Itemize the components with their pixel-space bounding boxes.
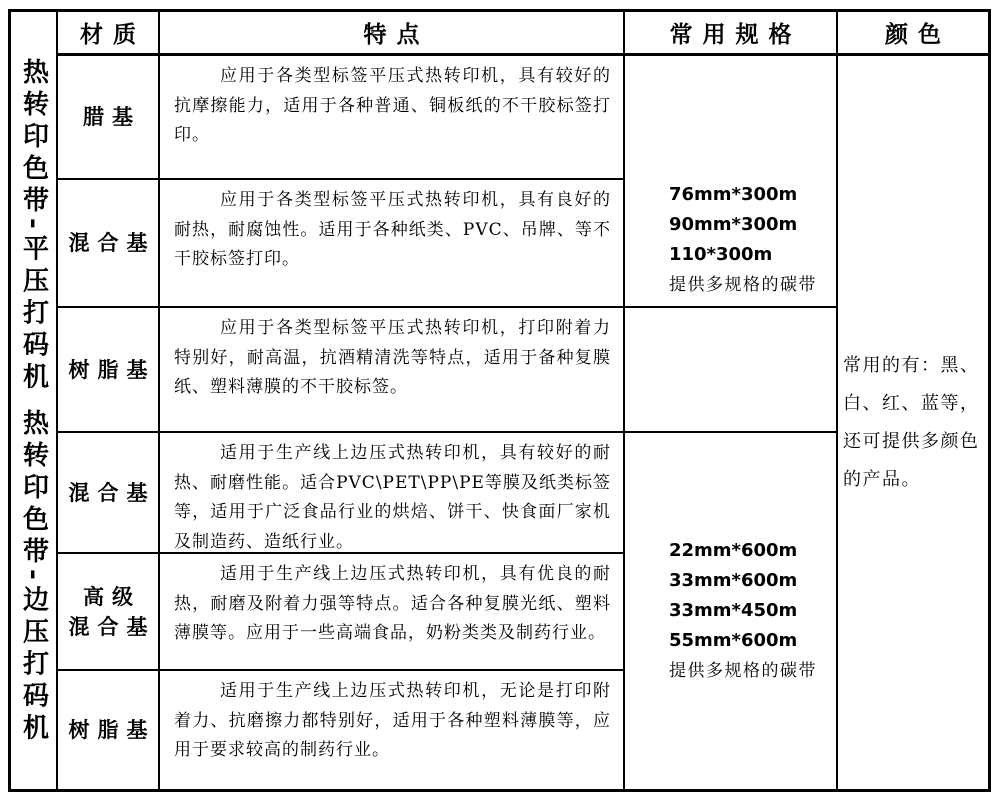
feature-cell-1 [160, 56, 625, 180]
header-spec: 常用规格 [625, 12, 838, 56]
feature-cell-5 [160, 554, 625, 671]
spec-group-1-cell [625, 56, 838, 308]
spec-line: 55mm*600m [669, 630, 798, 651]
header-feature: 特点 [160, 12, 625, 56]
feature-text-5: 适用于生产线上边压式热转印机，具有优良的耐热，耐磨及附着力强等特点。适合各种复膜光纸、塑料薄膜等。应用于一些高端食品，奶粉类类及制药行业。 [174, 564, 611, 643]
feature-cell-3 [160, 308, 625, 433]
color-text: 常用的有：黑、白、红、蓝等，还可提供多颜色的产品。 [843, 354, 980, 490]
spec-note: 提供多规格的碳带 [669, 661, 817, 681]
material-cell-wax: 腊基 [58, 56, 160, 180]
feature-text-1: 应用于各类型标签平压式热转印机，具有较好的抗摩擦能力，适用于各种普通、铜板纸的不干胶标签打印。 [174, 66, 611, 145]
material-line-1: 高级 [83, 583, 141, 609]
feature-text-2: 应用于各类型标签平压式热转印机，具有良好的耐热，耐腐蚀性。适用于各种纸类、PVC、吊牌、等不干胶标签打印。 [174, 190, 611, 269]
color-cell [838, 56, 988, 789]
spec-line: 110*300m [669, 244, 773, 265]
header-color: 颜色 [838, 12, 988, 56]
feature-text-4: 适用于生产线上边压式热转印机，具有较好的耐热、耐磨性能。适合PVC\PET\PP\PE等膜及纸类标签等，适用于广泛食品行业的烘焙、饼干、快食面厂家机及制造药、造纸行业。 [174, 443, 611, 552]
feature-cell-4 [160, 433, 625, 554]
material-cell-resin-1: 树脂基 [58, 308, 160, 433]
side-label-flat-press: 热转印色带-平压打码机 [18, 58, 49, 395]
material-cell-mixed-1: 混合基 [58, 180, 160, 308]
feature-text-3: 应用于各类型标签平压式热转印机，打印附着力特别好，耐高温，抗酒精清洗等特点，适用于备种复膜纸、塑料薄膜的不干胶标签。 [174, 318, 611, 397]
spec-line: 76mm*300m [669, 184, 798, 205]
side-label-edge-press: 热转印色带-边压打码机 [18, 408, 49, 746]
material-cell-resin-2: 树脂基 [58, 671, 160, 789]
spec-group-2-cell [625, 433, 838, 789]
spec-line: 90mm*300m [669, 214, 798, 235]
side-label-cell [11, 12, 58, 789]
spec-note: 提供多规格的碳带 [669, 275, 817, 295]
spec-line: 33mm*600m [669, 570, 798, 591]
ribbon-spec-table [8, 9, 991, 792]
material-cell-premium-mixed [58, 554, 160, 671]
spec-line: 22mm*600m [669, 540, 798, 561]
feature-cell-2 [160, 180, 625, 308]
material-cell-mixed-2: 混合基 [58, 433, 160, 554]
material-line-2: 混合基 [68, 613, 156, 639]
feature-text-6: 适用于生产线上边压式热转印机，无论是打印附着力、抗磨擦力都特别好，适用于各种塑料薄膜等，应用于要求较高的制药行业。 [174, 681, 611, 760]
feature-cell-6 [160, 671, 625, 789]
header-material: 材质 [58, 12, 160, 56]
spec-empty-cell [625, 308, 838, 433]
spec-line: 33mm*450m [669, 600, 798, 621]
